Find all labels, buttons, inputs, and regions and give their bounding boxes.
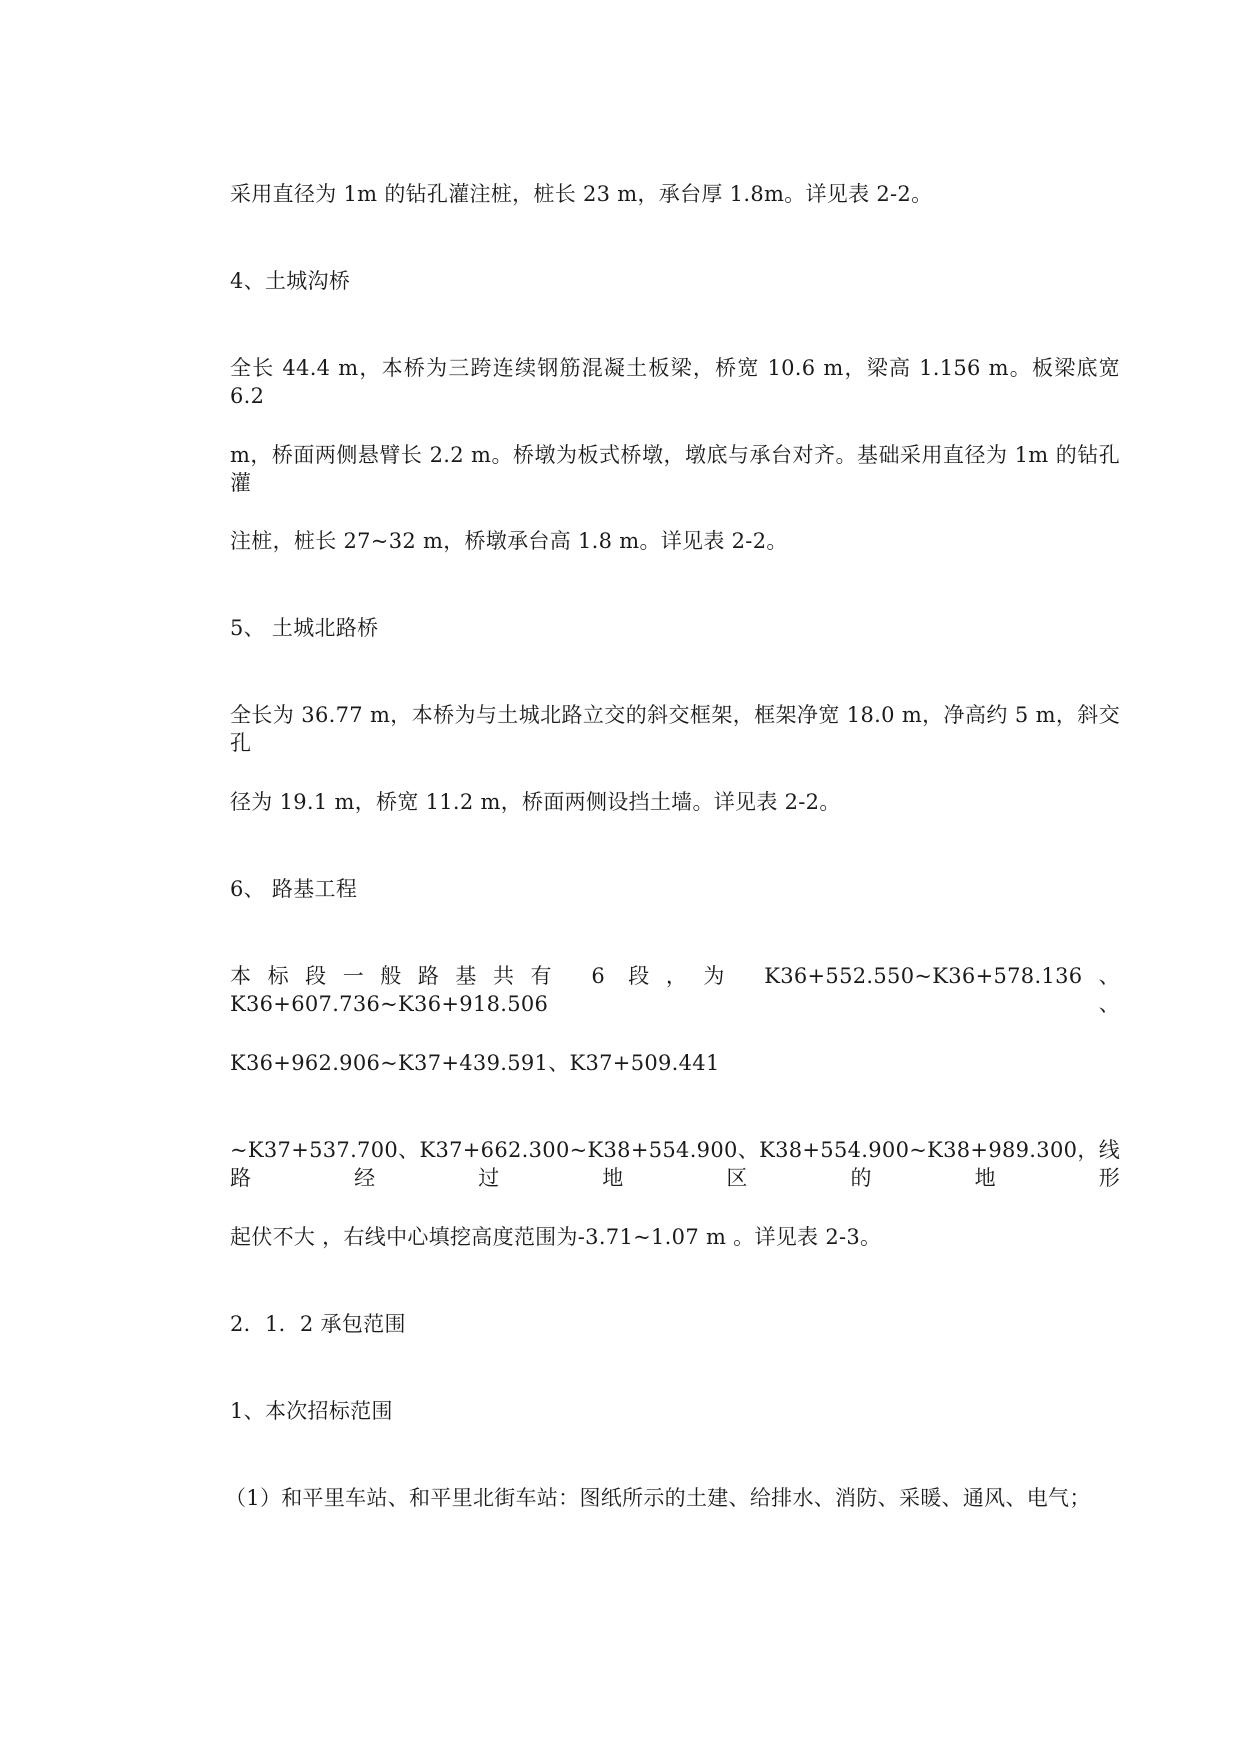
paragraph-line-tuchenggou-2: m，桥面两侧悬臂长 2.2 m。桥墩为板式桥墩，墩底与承台对齐。基础采用直径为 1m 的钻孔灌: [230, 443, 1120, 495]
paragraph-line-roadbed-2: K36+962.906~K37+439.591、K37+509.441: [230, 1051, 720, 1075]
section-heading-tender-scope: 1、本次招标范围: [230, 1399, 393, 1423]
paragraph-line-roadbed-3: ~K37+537.700、K37+662.300~K38+554.900、K38+554.900~K38+989.300，线路经过地区的地形: [230, 1138, 1120, 1190]
paragraph-line-tuchengbeilu-1: 全长为 36.77 m，本桥为与土城北路立交的斜交框架，框架净宽 18.0 m，净高约 5 m，斜交孔: [230, 703, 1120, 755]
paragraph-line-tuchenggou-1: 全长 44.4 m，本桥为三跨连续钢筋混凝土板梁，桥宽 10.6 m，梁高 1.156 m。板梁底宽 6.2: [230, 356, 1120, 408]
section-heading-contract-scope: 2．1．2 承包范围: [230, 1312, 406, 1336]
paragraph-line-pile-foundation: 采用直径为 1m 的钻孔灌注桩，桩长 23 m，承台厚 1.8m。详见表 2-2。: [230, 182, 933, 206]
section-heading-tuchengbeilu-bridge: 5、 土城北路桥: [230, 616, 379, 640]
section-heading-tuchenggou-bridge: 4、土城沟桥: [230, 269, 351, 293]
section-heading-roadbed: 6、 路基工程: [230, 877, 358, 901]
paragraph-line-roadbed-4: 起伏不大 ，右线中心填挖高度范围为-3.71~1.07 m 。详见表 2-3。: [230, 1225, 882, 1249]
list-item-stations: （1）和平里车站、和平里北街车站：图纸所示的土建、给排水、消防、采暖、通风、电气；: [225, 1486, 1091, 1510]
paragraph-line-tuchenggou-3: 注桩，桩长 27~32 m，桥墩承台高 1.8 m。详见表 2-2。: [230, 529, 788, 553]
paragraph-line-tuchengbeilu-2: 径为 19.1 m，桥宽 11.2 m，桥面两侧设挡土墙。详见表 2-2。: [230, 790, 841, 814]
paragraph-line-roadbed-1: 本标段一般路基共有 6 段，为 K36+552.550~K36+578.136、K36+607.736~K36+918.506、: [230, 964, 1120, 1016]
